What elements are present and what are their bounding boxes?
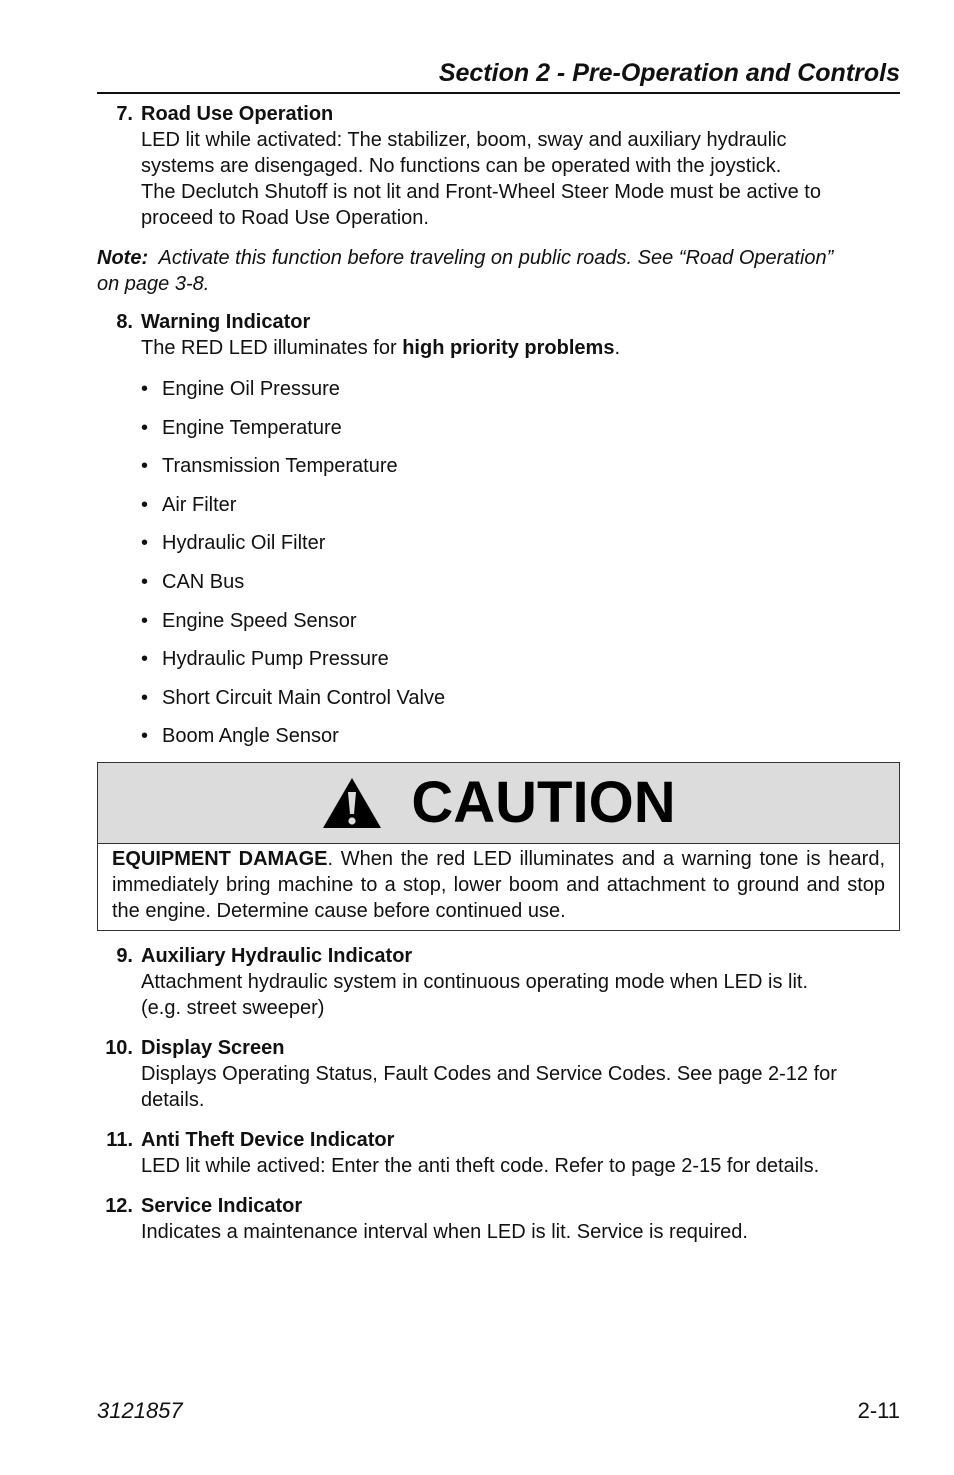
list-item: • Short Circuit Main Control Valve — [141, 686, 446, 709]
document-number: 3121857 — [97, 1398, 183, 1423]
item-line: Attachment hydraulic system in continuous operating mode when LED is lit. — [141, 970, 809, 993]
item-service-indicator — [97, 1193, 900, 1245]
item-title: Service Indicator — [141, 1194, 303, 1217]
item-number: 10. — [105, 1036, 133, 1059]
caution-box — [97, 762, 900, 931]
warning-list — [141, 376, 900, 749]
item-number: 8. — [116, 311, 133, 333]
caution-message: . When the red LED illuminates and a warning tone is heard, immediately bring machine to a stop, lower boom and attachment to ground and stop the engine. Determine cause before continued use. — [112, 847, 885, 922]
list-item: • Engine Temperature — [141, 416, 342, 439]
item-line: Indicates a maintenance interval when LED is lit. Service is required. — [141, 1220, 748, 1243]
header-rule — [97, 92, 900, 94]
item-number: 12. — [105, 1194, 133, 1217]
item-line — [141, 335, 900, 361]
list-item: • CAN Bus — [141, 570, 245, 593]
list-item: • Air Filter — [141, 493, 237, 516]
item-road-use-operation — [97, 101, 900, 231]
item-number: 11. — [106, 1128, 133, 1151]
list-item: • Hydraulic Oil Filter — [141, 532, 326, 555]
item-line: details. — [141, 1088, 205, 1111]
item-number: 9. — [116, 944, 133, 967]
page-content — [97, 101, 900, 1245]
item-anti-theft-device-indicator — [97, 1127, 900, 1179]
item-title: Display Screen — [141, 1036, 285, 1059]
item-line: (e.g. street sweeper) — [141, 996, 325, 1019]
caution-lead: EQUIPMENT DAMAGE — [112, 847, 328, 870]
list-item: • Boom Angle Sensor — [141, 725, 339, 748]
item-warning-indicator — [97, 309, 900, 749]
page-number: 2-11 — [857, 1398, 900, 1423]
item-line: The Declutch Shutoff is not lit and Front-Wheel Steer Mode must be active to — [141, 181, 821, 203]
item-title: Anti Theft Device Indicator — [141, 1128, 395, 1151]
note-text: Activate this function before traveling on public roads. See “Road Operation” — [158, 247, 834, 269]
caution-title: CAUTION — [411, 769, 676, 835]
section-header: Section 2 - Pre-Operation and Controls — [438, 59, 900, 87]
caution-header — [98, 763, 899, 844]
list-item: • Engine Oil Pressure — [141, 378, 340, 400]
item-text-bold: high priority problems — [402, 337, 615, 359]
item-display-screen — [97, 1035, 900, 1113]
item-text: The RED LED illuminates for — [141, 337, 403, 359]
list-item: • Transmission Temperature — [141, 455, 398, 478]
note — [97, 245, 900, 297]
item-line: Displays Operating Status, Fault Codes and Service Codes. See page 2-12 for — [141, 1062, 837, 1085]
caution-text — [98, 844, 899, 930]
item-line: LED lit while activated: The stabilizer, boom, sway and auxiliary hydraulic — [141, 129, 787, 151]
warning-triangle-icon — [321, 776, 383, 830]
item-number: 7. — [116, 103, 133, 125]
item-auxiliary-hydraulic-indicator — [97, 943, 900, 1021]
list-item: • Engine Speed Sensor — [141, 609, 357, 632]
note-label: Note: — [97, 247, 149, 269]
list-item: • Hydraulic Pump Pressure — [141, 648, 389, 671]
item-title: Warning Indicator — [141, 311, 311, 333]
item-title: Auxiliary Hydraulic Indicator — [141, 944, 413, 967]
note-text-continued: on page 3-8. — [97, 273, 210, 295]
item-title: Road Use Operation — [141, 103, 334, 125]
item-text-end: . — [614, 337, 621, 359]
item-line: LED lit while actived: Enter the anti theft code. Refer to page 2-15 for details. — [141, 1154, 820, 1177]
item-line: proceed to Road Use Operation. — [141, 207, 429, 229]
item-line: systems are disengaged. No functions can be operated with the joystick. — [141, 155, 782, 177]
